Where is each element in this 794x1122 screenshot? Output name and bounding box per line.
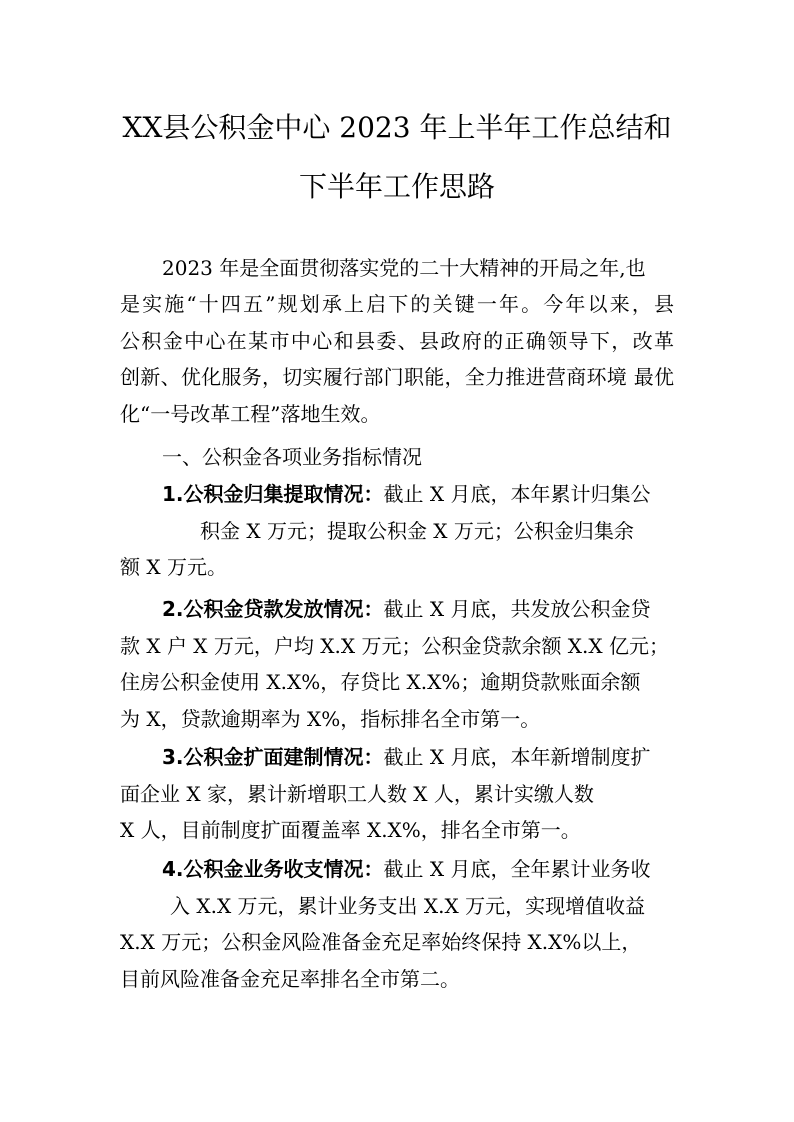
- document-title-line-2: 下半年工作思路: [298, 170, 495, 203]
- item4-line-1: [162, 854, 650, 884]
- item2-line-4: 为 X，贷款逾期率为 X%，指标排名全市第一。: [120, 707, 541, 731]
- item1-line-1: [162, 479, 650, 509]
- item2-line-1: [162, 594, 650, 624]
- item1-text-1: 截止 X 月底，本年累计归集公: [383, 482, 651, 506]
- item1-label: 1.公积金归集提取情况：: [162, 482, 384, 506]
- intro-line-4: 创新、优化服务，切实履行部门职能，全力推进营商环境 最优: [120, 365, 674, 389]
- item3-line-1: [162, 742, 650, 772]
- intro-line-5: 化“一号改革工程”落地生效。: [120, 402, 381, 426]
- document-title-line-1: XX县公积金中心 2023 年上半年工作总结和: [122, 111, 672, 144]
- item2-label: 2.公积金贷款发放情况：: [162, 597, 384, 621]
- item4-line-2: 入 X.X 万元，累计业务支出 X.X 万元，实现增值收益: [170, 894, 646, 918]
- section-heading: 一、公积金各项业务指标情况: [162, 445, 422, 469]
- item3-label: 3.公积金扩面建制情况：: [162, 745, 384, 769]
- item2-line-3: 住房公积金使用 X.X%，存贷比 X.X%；逾期贷款账面余额: [120, 670, 641, 694]
- item4-line-4: 目前风险准备金充足率排名全市第二。: [120, 967, 460, 991]
- item3-text-1: 截止 X 月底，本年新增制度扩: [383, 745, 651, 769]
- item4-line-3: X.X 万元；公积金风险准备金充足率始终保持 X.X%以上，: [120, 930, 642, 954]
- item2-text-1: 截止 X 月底，共发放公积金贷: [383, 597, 651, 621]
- item4-text-1: 截止 X 月底，全年累计业务收: [383, 857, 651, 881]
- item3-line-3: X 人，目前制度扩面覆盖率 X.X%，排名全市第一。: [120, 818, 581, 842]
- item2-line-2: 款 X 户 X 万元，户均 X.X 万元；公积金贷款余额 X.X 亿元；: [120, 634, 670, 658]
- item4-label: 4.公积金业务收支情况：: [162, 857, 384, 881]
- intro-line-3: 公积金中心在某市中心和县委、县政府的正确领导下，改革: [120, 329, 674, 353]
- item1-line-2: 积金 X 万元；提取公积金 X 万元；公积金归集余: [200, 519, 634, 543]
- intro-line-2: 是实施“十四五”规划承上启下的关键一年。今年以来，县: [120, 292, 674, 316]
- item3-line-2: 面企业 X 家，累计新增职工人数 X 人，累计实缴人数: [120, 782, 594, 806]
- item1-line-3: 额 X 万元。: [120, 555, 227, 579]
- intro-line-1: 2023 年是全面贯彻落实党的二十大精神的开局之年,也: [162, 256, 646, 280]
